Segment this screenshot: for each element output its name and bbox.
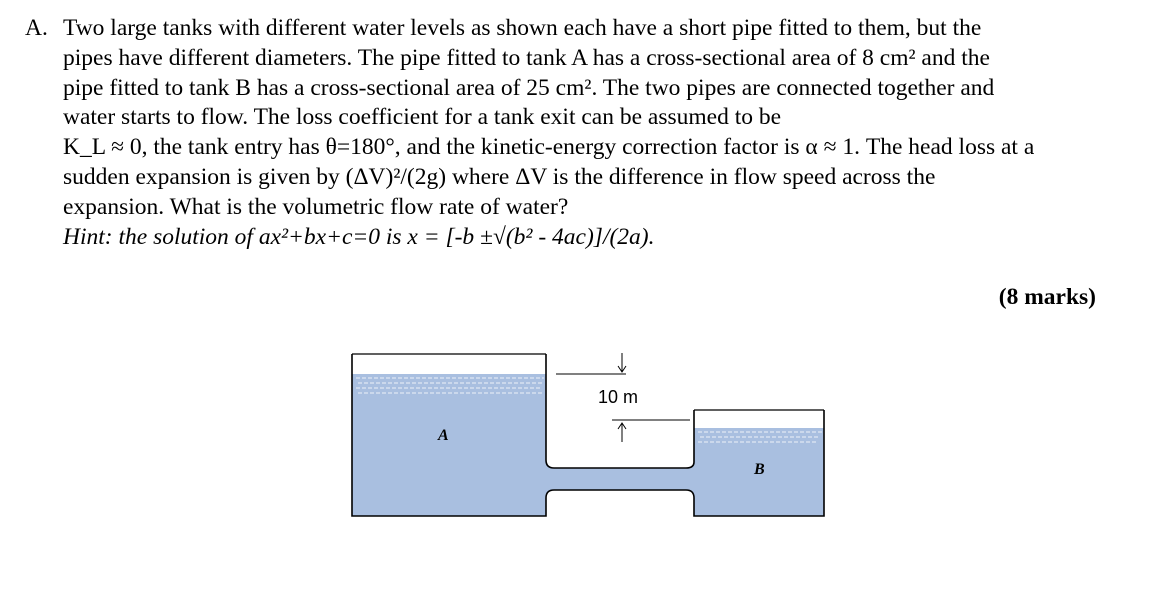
question bbox=[25, 14, 1135, 252]
question-line-6: sudden expansion is given by (ΔV)²/(2g) where ΔV is the difference in flow speed across the bbox=[63, 163, 936, 190]
marks-label: (8 marks) bbox=[998, 284, 1096, 310]
tanks-figure bbox=[350, 350, 830, 520]
tank-a-label: A bbox=[438, 427, 449, 444]
question-hint: Hint: the solution of ax²+bx+c=0 is x = [-b ±√(b² - 4ac)]/(2a). bbox=[63, 223, 655, 250]
tank-b-label: B bbox=[754, 461, 765, 478]
question-line-7: expansion. What is the volumetric flow rate of water? bbox=[63, 193, 569, 220]
question-body bbox=[63, 14, 1135, 252]
arrow-down-icon bbox=[618, 353, 626, 372]
tank-a-water bbox=[352, 374, 824, 516]
height-label: 10 m bbox=[598, 387, 639, 407]
tank-connector-wall bbox=[546, 354, 694, 468]
question-line-2: pipes have different diameters. The pipe fitted to tank A has a cross-sectional area of 8 cm² and the bbox=[63, 44, 990, 71]
question-line-1: Two large tanks with different water levels as shown each have a short pipe fitted to them, but the bbox=[63, 15, 982, 41]
arrow-up-icon bbox=[618, 423, 626, 442]
question-line-4: water starts to flow. The loss coefficient for a tank exit can be assumed to be bbox=[63, 104, 782, 131]
tanks-diagram bbox=[350, 350, 830, 520]
question-line-5: K_L ≈ 0, the tank entry has θ=180°, and the kinetic-energy correction factor is α ≈ 1. The head loss at a bbox=[63, 134, 1035, 161]
question-label: A. bbox=[25, 15, 48, 41]
question-line-3: pipe fitted to tank B has a cross-sectional area of 25 cm². The two pipes are connected together and bbox=[63, 74, 995, 101]
